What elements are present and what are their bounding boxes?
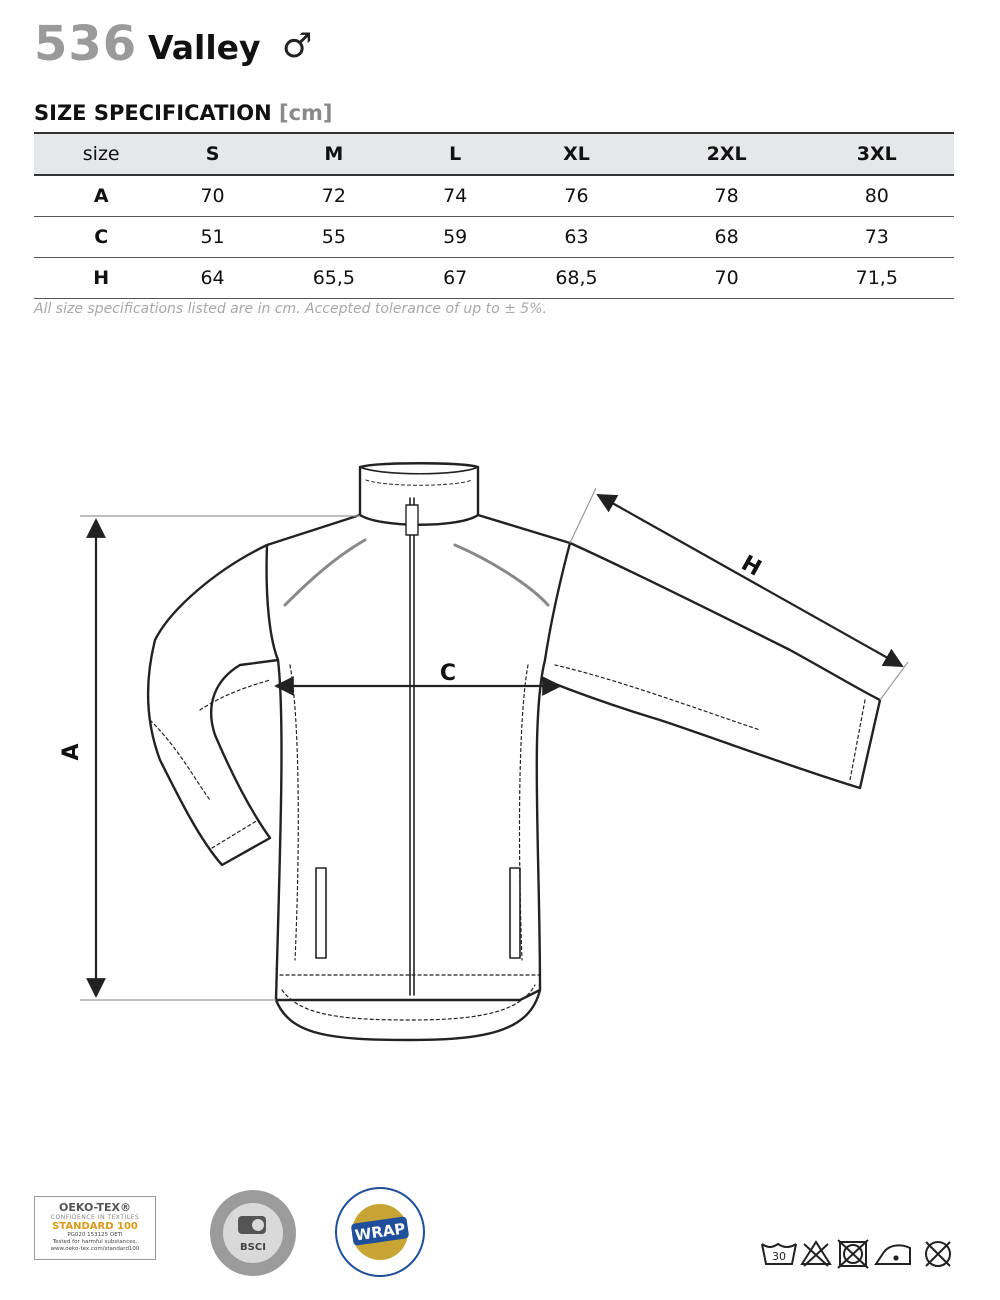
measure-h-line [598, 495, 902, 666]
left-sleeve [148, 545, 278, 865]
oeko-line2: www.oeko-tex.com/standard100 [50, 1246, 140, 1252]
spec-unit: [cm] [278, 101, 333, 125]
table-cell: 74 [411, 175, 499, 217]
table-cell: 64 [168, 258, 256, 299]
svg-text:30: 30 [772, 1250, 786, 1263]
wash-30-icon [762, 1244, 796, 1264]
label-h: H [737, 550, 766, 582]
column-header: XL [499, 133, 653, 175]
row-label: H [34, 258, 168, 299]
male-icon: ♂ [282, 26, 313, 66]
oeko-line1: Tested for harmful substances. [52, 1239, 138, 1245]
spec-title [34, 98, 333, 128]
no-bleach-icon [802, 1242, 830, 1266]
table-cell: 78 [654, 175, 800, 217]
table-cell: 55 [257, 217, 411, 258]
column-header: size [34, 133, 168, 175]
spec-title-text: SIZE SPECIFICATION [34, 101, 272, 125]
table-cell: 80 [800, 175, 954, 217]
column-header: M [257, 133, 411, 175]
iron-low-icon [876, 1245, 910, 1264]
table-cell: 70 [654, 258, 800, 299]
column-header: S [168, 133, 256, 175]
size-table-header [34, 133, 954, 175]
oeko-tex-badge [34, 1196, 156, 1260]
footer-logos [0, 1180, 1000, 1280]
oeko-id: PG020 153125 OETI [67, 1232, 123, 1238]
right-sleeve [545, 543, 880, 788]
row-label: A [34, 175, 168, 217]
jacket-body [267, 515, 570, 1000]
table-row [34, 175, 954, 217]
table-cell: 51 [168, 217, 256, 258]
bsci-text: BSCI [240, 1242, 266, 1253]
tolerance-note: All size specifications listed are in cm. Accepted tolerance of up to ± 5%. [34, 301, 547, 317]
bsci-logo [208, 1188, 298, 1278]
right-pocket [510, 868, 520, 958]
jacket-collar [360, 463, 478, 525]
table-cell: 73 [800, 217, 954, 258]
size-table [34, 132, 954, 299]
oeko-standard: STANDARD 100 [52, 1221, 138, 1232]
jacket-hem [276, 990, 540, 1040]
column-header: L [411, 133, 499, 175]
oeko-title: OEKO-TEX® [59, 1201, 131, 1214]
table-cell: 65,5 [257, 258, 411, 299]
table-cell: 71,5 [800, 258, 954, 299]
table-row [34, 258, 954, 299]
no-tumble-dry-icon [838, 1240, 868, 1268]
row-label: C [34, 217, 168, 258]
product-header [34, 14, 634, 74]
table-cell: 72 [257, 175, 411, 217]
table-cell: 63 [499, 217, 653, 258]
column-header: 3XL [800, 133, 954, 175]
table-cell: 68,5 [499, 258, 653, 299]
column-header: 2XL [654, 133, 800, 175]
care-symbols [760, 1238, 960, 1270]
table-cell: 76 [499, 175, 653, 217]
label-c: C [439, 661, 457, 686]
table-row [34, 217, 954, 258]
wrap-text: WRAP [353, 1219, 407, 1245]
table-cell: 68 [654, 217, 800, 258]
table-cell: 59 [411, 217, 499, 258]
left-pocket [316, 868, 326, 958]
label-a: A [59, 743, 84, 761]
oeko-subtitle: CONFIDENCE IN TEXTILES [50, 1214, 140, 1221]
product-name: Valley [148, 28, 261, 67]
no-dry-clean-icon [926, 1242, 950, 1266]
wrap-logo [334, 1186, 426, 1278]
product-code: 536 [34, 16, 138, 72]
table-cell: 67 [411, 258, 499, 299]
jacket-diagram [0, 440, 1000, 1080]
table-cell: 70 [168, 175, 256, 217]
